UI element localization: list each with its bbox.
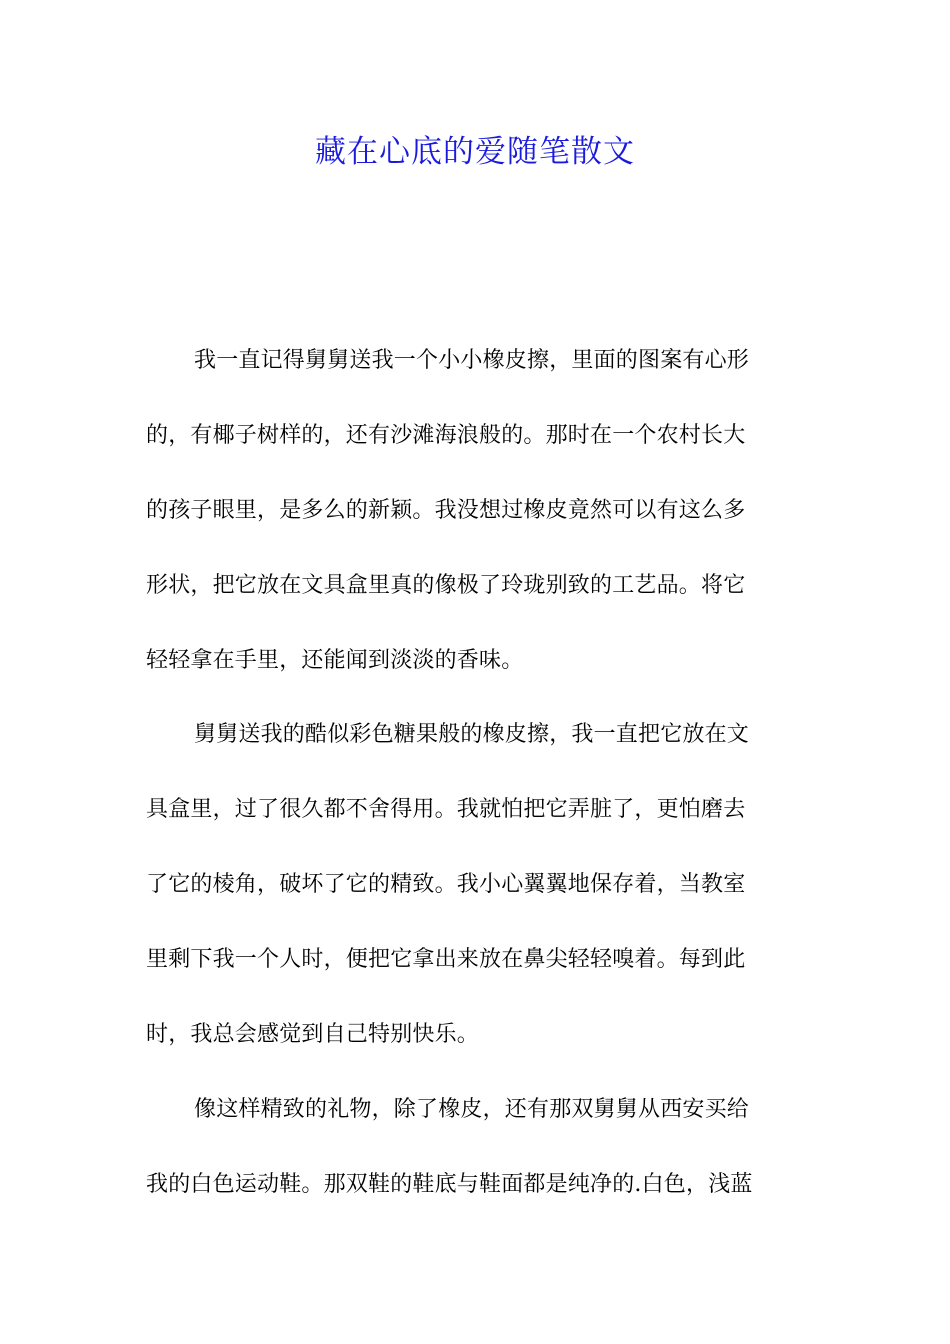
paragraph-1-line-1: 我一直记得舅舅送我一个小小橡皮擦，里面的图案有心形 [194, 348, 750, 373]
paragraph-2-line-5: 时，我总会感觉到自己特别快乐。 [146, 1022, 480, 1047]
paragraph-1-line-3: 的孩子眼里，是多么的新颖。我没想过橡皮竟然可以有这么多 [146, 498, 746, 523]
paragraph-1-line-4: 形状，把它放在文具盒里真的像极了玲珑别致的工艺品。将它 [146, 573, 746, 598]
paragraph-1-line-5: 轻轻拿在手里，还能闻到淡淡的香味。 [146, 648, 524, 673]
paragraph-3-line-1: 像这样精致的礼物，除了橡皮，还有那双舅舅从西安买给 [194, 1097, 750, 1122]
paragraph-2-line-1: 舅舅送我的酷似彩色糖果般的橡皮擦，我一直把它放在文 [194, 722, 750, 747]
paragraph-3-line-2: 我的白色运动鞋。那双鞋的鞋底与鞋面都是纯净的.白色，浅蓝 [146, 1172, 753, 1197]
document-title: 藏在心底的爱随笔散文 [315, 134, 635, 170]
paragraph-2-line-2: 具盒里，过了很久都不舍得用。我就怕把它弄脏了，更怕磨去 [146, 797, 746, 822]
paragraph-2-line-3: 了它的棱角，破坏了它的精致。我小心翼翼地保存着，当教室 [146, 872, 746, 897]
paragraph-2-line-4: 里剩下我一个人时，便把它拿出来放在鼻尖轻轻嗅着。每到此 [146, 947, 746, 972]
paragraph-1-line-2: 的，有椰子树样的，还有沙滩海浪般的。那时在一个农村长大 [146, 423, 746, 448]
